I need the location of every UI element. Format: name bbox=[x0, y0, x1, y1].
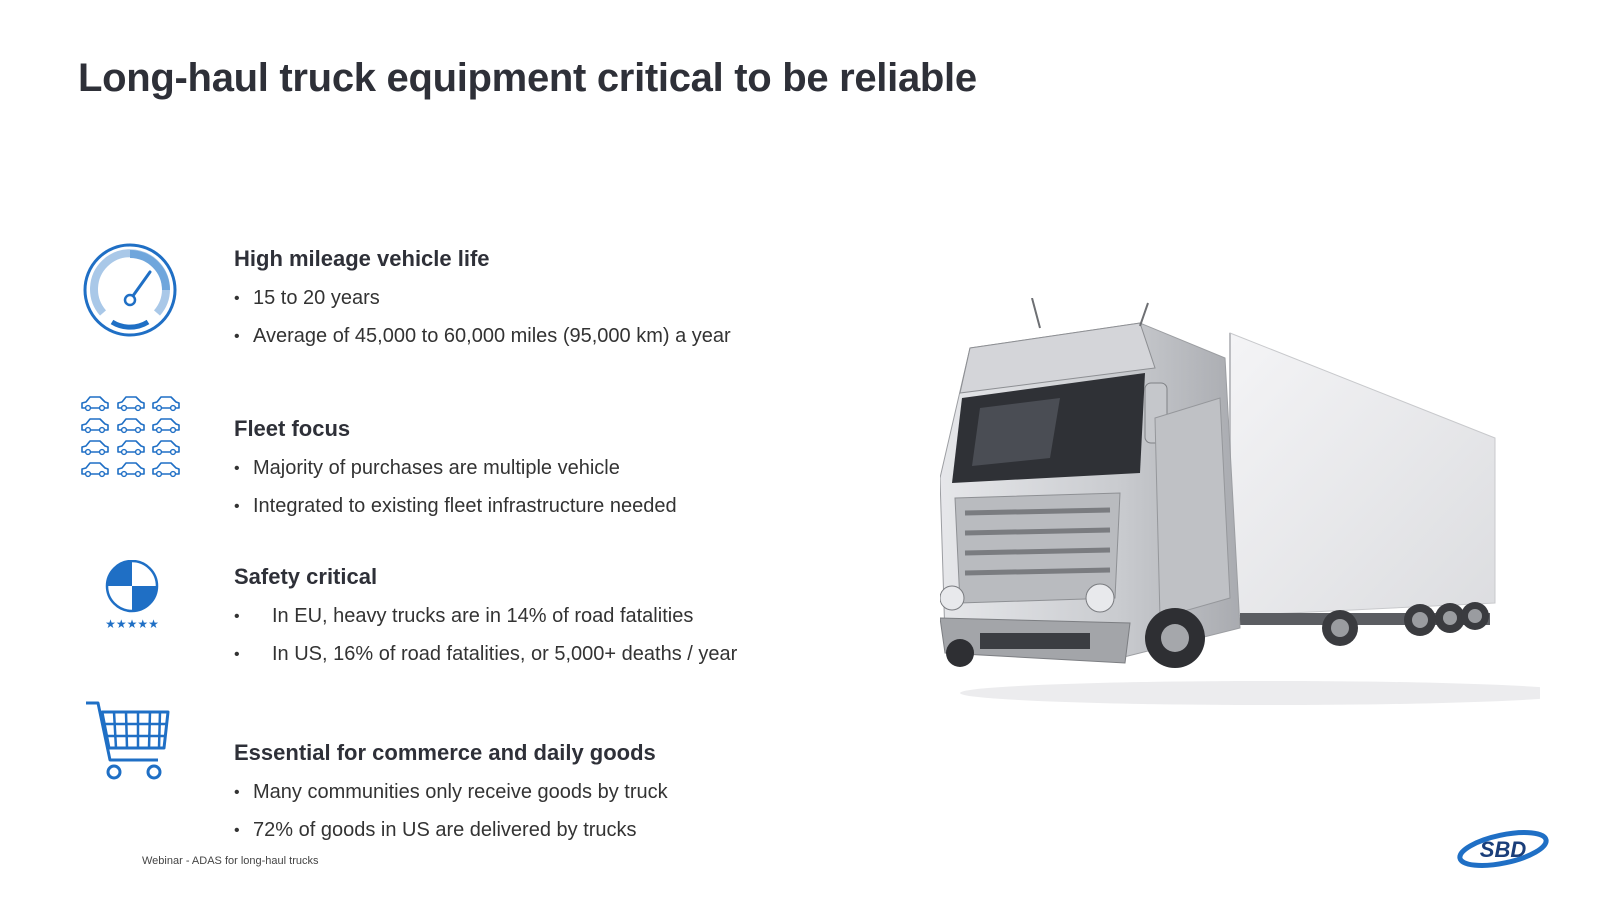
section-heading: High mileage vehicle life bbox=[234, 246, 490, 271]
bullet-item bbox=[234, 492, 754, 521]
bullet-item bbox=[234, 322, 754, 351]
bullet-dot: • bbox=[234, 498, 240, 515]
section-commerce bbox=[234, 740, 754, 854]
truck-image bbox=[940, 298, 1540, 718]
bullet-dot: • bbox=[234, 784, 240, 801]
section-heading: Fleet focus bbox=[234, 416, 351, 441]
bullet-dot: • bbox=[234, 822, 240, 839]
bullet-item bbox=[234, 640, 754, 669]
bullet-text: In US, 16% of road fatalities, or 5,000+ deaths / year bbox=[272, 643, 738, 665]
bullet-text: Many communities only receive goods by truck bbox=[253, 781, 668, 803]
bullet-dot: • bbox=[234, 646, 240, 663]
bullet-dot: • bbox=[234, 328, 240, 345]
safety-rating-icon bbox=[94, 560, 174, 636]
speedometer-icon bbox=[82, 242, 178, 338]
bullet-item bbox=[234, 778, 754, 807]
bullet-text: Integrated to existing fleet infrastructure needed bbox=[253, 495, 677, 517]
section-safety-critical bbox=[234, 564, 754, 678]
bullet-item bbox=[234, 816, 754, 845]
bullet-text: Average of 45,000 to 60,000 miles (95,000 km) a year bbox=[253, 325, 731, 347]
bullet-text: 15 to 20 years bbox=[253, 287, 380, 309]
bullet-text: Majority of purchases are multiple vehicle bbox=[253, 457, 620, 479]
bullet-text: 72% of goods in US are delivered by trucks bbox=[253, 819, 637, 841]
section-fleet-focus bbox=[234, 416, 754, 530]
bullet-dot: • bbox=[234, 460, 240, 477]
section-heading: Safety critical bbox=[234, 564, 378, 589]
bullet-dot: • bbox=[234, 608, 240, 625]
bullet-item bbox=[234, 284, 754, 313]
bullet-dot: • bbox=[234, 290, 240, 307]
svg-text:★★★★★: ★★★★★ bbox=[105, 617, 159, 631]
slide-footer: Webinar - ADAS for long-haul trucks bbox=[142, 855, 319, 867]
bullet-item bbox=[234, 602, 754, 631]
section-high-mileage bbox=[234, 246, 754, 360]
fleet-cars-icon bbox=[80, 394, 182, 480]
section-heading: Essential for commerce and daily goods bbox=[234, 740, 656, 765]
svg-text:SBD: SBD bbox=[1479, 837, 1527, 862]
bullet-text: In EU, heavy trucks are in 14% of road fatalities bbox=[272, 605, 694, 627]
shopping-cart-icon bbox=[84, 700, 174, 782]
bullet-item bbox=[234, 454, 754, 483]
slide-title: Long-haul truck equipment critical to be reliable bbox=[78, 56, 977, 100]
sbd-logo bbox=[1455, 825, 1551, 873]
